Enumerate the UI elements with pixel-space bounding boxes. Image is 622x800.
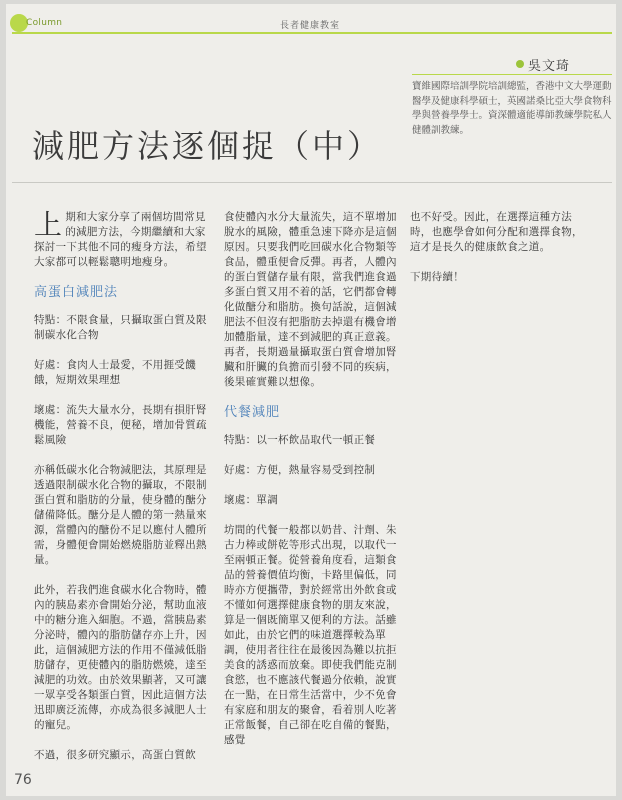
section-heading-meal-replacement: 代餐減肥 xyxy=(224,405,281,420)
meal-replacement-benefit: 好處：方便，熱量容易受到控制 xyxy=(224,464,376,476)
section-heading-high-protein: 高蛋白減肥法 xyxy=(34,285,119,300)
header-divider xyxy=(12,32,612,34)
article-title: 減肥方法逐個捉（中） xyxy=(32,127,383,166)
body-paragraph: 食使體內水分大量流失，這不單增加脫水的風險，體重急速下降亦是這個原因。只要我們吃回碳水化合物類等食品，體重便會反彈。再者，人體內的蛋白質儲存量有限，當我們進食過多蛋白質又用不着的話，它們都會轉化做醣分和脂肪。換句話說，這個減肥法不但沒有把脂肪去掉還有機會增加體脂量，達不到減肥的真正意義。再者，長期過量攝取蛋白質會增加腎臟和肝臟的負擔而引發不同的疾病，後果確實難以想像。 xyxy=(224,211,397,388)
page-number: 76 xyxy=(14,772,32,788)
author-name: 吳文琦 xyxy=(528,59,571,74)
high-protein-harm: 壞處：流失大量水分，長期有損肝腎機能，營養不良，便秘，增加骨質疏鬆風險 xyxy=(34,404,207,446)
drop-cap: 上 xyxy=(34,208,63,241)
intro-paragraph xyxy=(34,210,212,270)
author-line xyxy=(412,54,612,75)
body-paragraph: 亦稱低碳水化合物減肥法，其原理是透過限制碳水化合物的攝取，不限制蛋白質和脂肪的分量，使身體的醣分儲備降低。醣分是人體的第一熱量來源，當體內的醣份不足以應付人體所需，身體便會開始燃燒脂肪並釋出熱量。 xyxy=(34,464,207,566)
to-be-continued: 下期待續！ xyxy=(410,271,464,283)
body-paragraph: 不過，很多研究顯示，高蛋白質飲 xyxy=(34,749,196,761)
meal-replacement-harm: 壞處：單調 xyxy=(224,494,278,506)
high-protein-benefit: 好處：食肉人士最愛，不用捱受饑餓，短期效果理想 xyxy=(34,359,196,386)
body-paragraph: 坊間的代餐一般都以奶昔、汁劑、朱古力棒或餅乾等形式出現，以取代一至兩頓正餐。從營養角度看，這類食品的營養價值均衡，卡路里偏低，同時亦方便攜帶，對於經常出外飲食或不懂如何選擇健康食物的朋友來說，算是一個既簡單又便利的方法。話雖如此，由於它們的味道選擇較為單調，使用者往往在最後因為難以抗拒美食的誘惑而放棄。即使我們能克制食慾，也不應該代餐過分依賴，說實在一點，在日常生活當中，少不免會有家庭和朋友的聚會，看着別人吃著正常飯餐，自己卻在吃自備的餐點，感覺 xyxy=(224,524,397,746)
body-paragraph: 也不好受。因此，在選擇這種方法時，也應學會如何分配和選擇食物，這才是長久的健康飲食之道。 xyxy=(410,211,583,253)
article-column-1 xyxy=(34,210,212,778)
content-divider xyxy=(12,182,612,183)
section-header-title: 長者健康教室 xyxy=(279,21,340,31)
high-protein-feature: 特點：不限食量，只攝取蛋白質及限制碳水化合物 xyxy=(34,314,207,341)
intro-text: 期和大家分享了兩個坊間常見的減肥方法，今期繼續和大家探討一下其他不同的瘦身方法，希望大家都可以輕鬆聰明地瘦身。 xyxy=(34,211,207,268)
author-bio: 寶維國際培訓學院培訓總監，香港中文大學運動醫學及健康科學碩士，英國諾桑比亞大學食物科學與營養學學士。資深體適能導師教練學院私人健體訓教練。 xyxy=(412,81,612,136)
article-column-2 xyxy=(224,210,402,763)
body-paragraph: 此外，若我們進食碳水化合物時，體內的胰島素亦會開始分泌，幫助血液中的糖分進入細胞。不過，當胰島素分泌時，體內的脂肪儲存亦上升，因此，這個減肥方法的作用不僅減低脂肪儲存，更使體內的脂肪燃燒，達至減肥的功效。由於效果顯著，又可讓一眾享受各類蛋白質，因此這個方法迅即廣泛流傳，亦成為很多減肥人士的寵兒。 xyxy=(34,584,207,731)
column-label: Column xyxy=(26,18,63,28)
meal-replacement-feature: 特點：以一杯飲品取代一頓正餐 xyxy=(224,434,376,446)
article-column-3 xyxy=(410,210,588,300)
author-dot-icon xyxy=(516,60,524,68)
